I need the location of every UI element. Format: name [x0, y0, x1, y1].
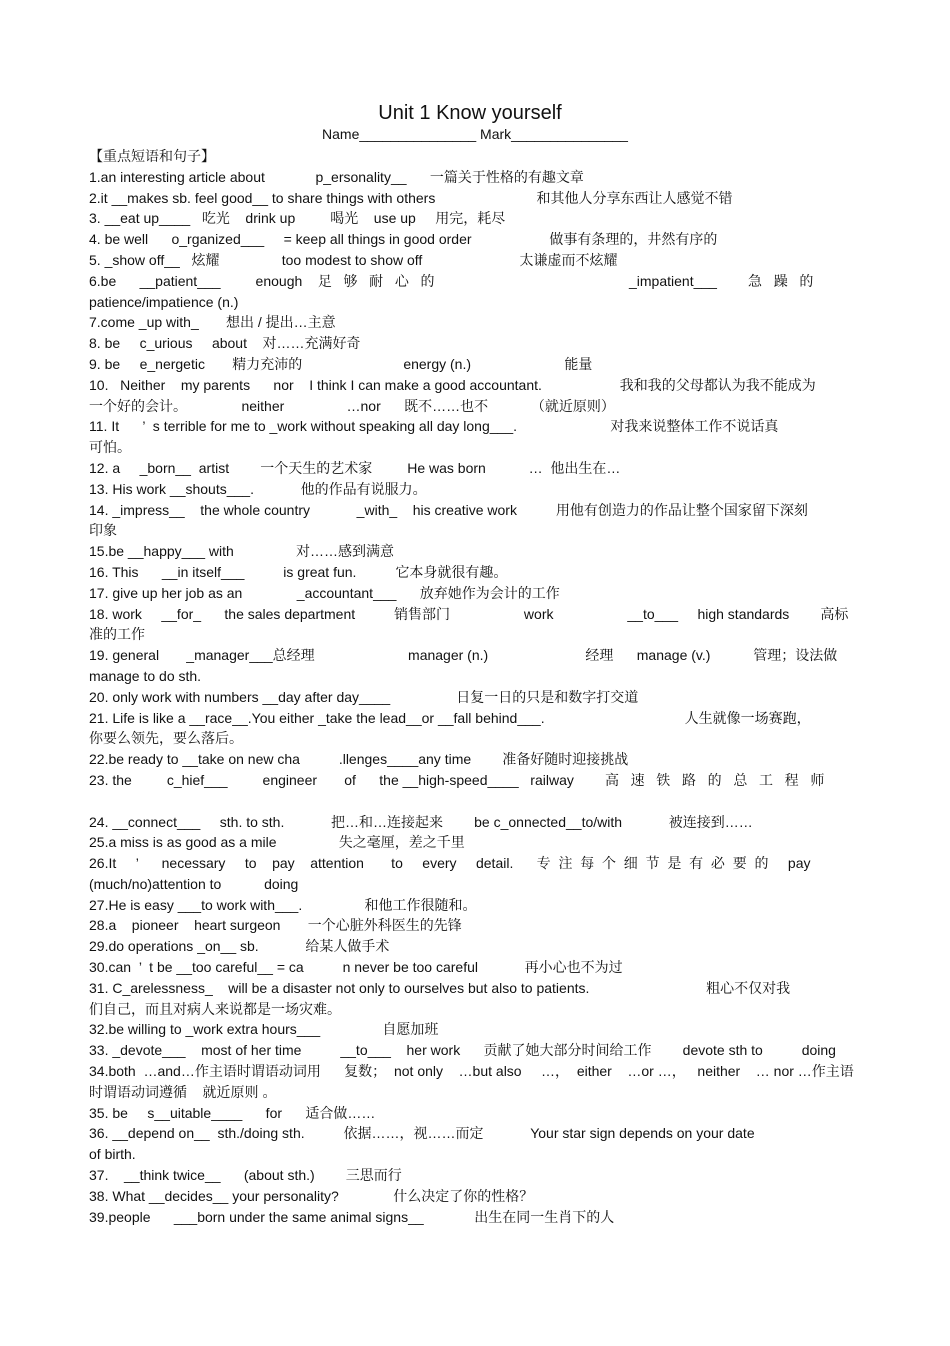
- phrase-line: 8. be c_urious about 对……充满好奇: [89, 335, 361, 352]
- phrase-line: 39.people ___born under the same animal signs__ 出生在同一生肖下的人: [89, 1208, 615, 1225]
- phrase-line: 28.a pioneer heart surgeon 一个心脏外科医生的先锋: [89, 917, 462, 934]
- phrase-line: 2.it __makes sb. feel good__ to share things with others 和其他人分享东西让人感觉不错: [89, 189, 733, 206]
- phrase-line: (much/no)attention to doing: [89, 875, 299, 892]
- phrase-line: 6.be __patient___ enough 足 够 耐 心 的 _impatient___ 急 躁 的: [89, 272, 814, 289]
- phrase-line: 9. be e_nergetic 精力充沛的 energy (n.) 能量: [89, 355, 593, 372]
- phrase-line: 34.both …and…作主语时谓语动词用 复数； not only …but also …， either …or …， neither … nor …作主语: [89, 1063, 854, 1080]
- section-heading: 【重点短语和句子】: [89, 148, 215, 164]
- phrase-line: patience/impatience (n.): [89, 293, 239, 310]
- name-mark-line: Name_______________ Mark_______________: [322, 126, 628, 142]
- phrase-line: 35. be s__uitable____ for 适合做……: [89, 1104, 376, 1121]
- phrase-line: 11. It ’ s terrible for me to _work without speaking all day long___. 对我来说整体工作不说话真: [89, 418, 779, 435]
- phrase-line: of birth.: [89, 1146, 136, 1163]
- phrase-line: 27.He is easy ___to work with___. 和他工作很随和。: [89, 896, 477, 913]
- phrase-line: 20. only work with numbers __day after day____ 日复一日的只是和数字打交道: [89, 688, 639, 705]
- phrase-line: 24. __connect___ sth. to sth. 把…和…连接起来 be c_onnected__to/with 被连接到……: [89, 813, 753, 830]
- phrase-line: 26.It ’ necessary to pay attention to every detail. 专 注 每 个 细 节 是 有 必 要 的 pay: [89, 855, 811, 872]
- phrase-line: 你要么领先，要么落后。: [89, 730, 243, 747]
- phrase-list: [89, 146, 884, 1227]
- phrase-line: 5. _show off__ 炫耀 too modest to show off 太谦虚而不炫耀: [89, 251, 618, 268]
- phrase-line: 22.be ready to __take on new cha .llenges____any time 准备好随时迎接挑战: [89, 751, 629, 768]
- phrase-line: 14. _impress__ the whole country _with_ his creative work 用他有创造力的作品让整个国家留下深刻: [89, 501, 808, 518]
- phrase-line: 32.be willing to _work extra hours___ 自愿加班: [89, 1021, 439, 1038]
- phrase-line: 30.can ’ t be __too careful__ = ca n never be too careful 再小心也不为过: [89, 959, 623, 976]
- phrase-line: 3. __eat up____ 吃光 drink up 喝光 use up 用完，耗尽: [89, 210, 506, 227]
- phrase-line: 15.be __happy___ with 对……感到满意: [89, 543, 395, 560]
- phrase-line: 准的工作: [89, 626, 145, 643]
- phrase-line: 31. C_arelessness_ will be a disaster not only to ourselves but also to patients. 粗心不仅对我: [89, 979, 791, 996]
- phrase-line: 25.a miss is as good as a mile 失之毫厘，差之千里: [89, 834, 465, 851]
- phrase-line: 19. general _manager___总经理 manager (n.) 经理 manage (v.) 管理；设法做: [89, 647, 838, 664]
- phrase-line: 37. __think twice__ (about sth.) 三思而行: [89, 1167, 402, 1184]
- phrase-line: 29.do operations _on__ sb. 给某人做手术: [89, 938, 390, 955]
- phrase-line: 一个好的会计。 neither …nor 既不……也不 （就近原则）: [89, 397, 615, 414]
- phrase-line: 33. _devote___ most of her time __to___ her work 贡献了她大部分时间给工作 devote sth to doing: [89, 1042, 836, 1059]
- phrase-line: 们自己，而且对病人来说都是一场灾难。: [89, 1000, 341, 1017]
- phrase-line: 4. be well o_rganized___ = keep all things in good order 做事有条理的，井然有序的: [89, 231, 718, 248]
- document-title: Unit 1 Know yourself: [378, 102, 562, 124]
- phrase-line: 23. the c_hief___ engineer of the __high-speed____ railway 高 速 铁 路 的 总 工 程 师: [89, 771, 825, 788]
- phrase-line: 12. a _born__ artist 一个天生的艺术家 He was born … 他出生在…: [89, 459, 621, 476]
- phrase-line: 38. What __decides__ your personality? 什么决定了你的性格？: [89, 1187, 534, 1204]
- phrase-line: 印象: [89, 522, 117, 539]
- phrase-line: 21. Life is like a __race__.You either _take the lead__or __fall behind___. 人生就像一场赛跑，: [89, 709, 811, 726]
- phrase-line: 18. work __for_ the sales department 销售部门 work __to___ high standards 高标: [89, 605, 849, 622]
- phrase-line: 16. This __in itself___ is great fun. 它本身就很有趣。: [89, 563, 508, 580]
- phrase-line: [89, 791, 884, 812]
- phrase-line: 时谓语动词遵循 就近原则 。: [89, 1083, 277, 1100]
- phrase-line: 36. __depend on__ sth./doing sth. 依据……，视……而定 Your star sign depends on your date: [89, 1125, 755, 1142]
- phrase-line: 7.come _up with_ 想出 / 提出…主意: [89, 314, 336, 331]
- phrase-line: 17. give up her job as an _accountant___ 放弃她作为会计的工作: [89, 584, 560, 601]
- phrase-line: 10. Neither my parents nor I think I can make a good accountant. 我和我的父母都认为我不能成为: [89, 376, 816, 393]
- phrase-line: manage to do sth.: [89, 667, 202, 684]
- phrase-line: 1.an interesting article about p_ersonality__ 一篇关于性格的有趣文章: [89, 168, 584, 185]
- phrase-line: 可怕。: [89, 439, 131, 456]
- phrase-line: 13. His work __shouts___. 他的作品有说服力。: [89, 480, 427, 497]
